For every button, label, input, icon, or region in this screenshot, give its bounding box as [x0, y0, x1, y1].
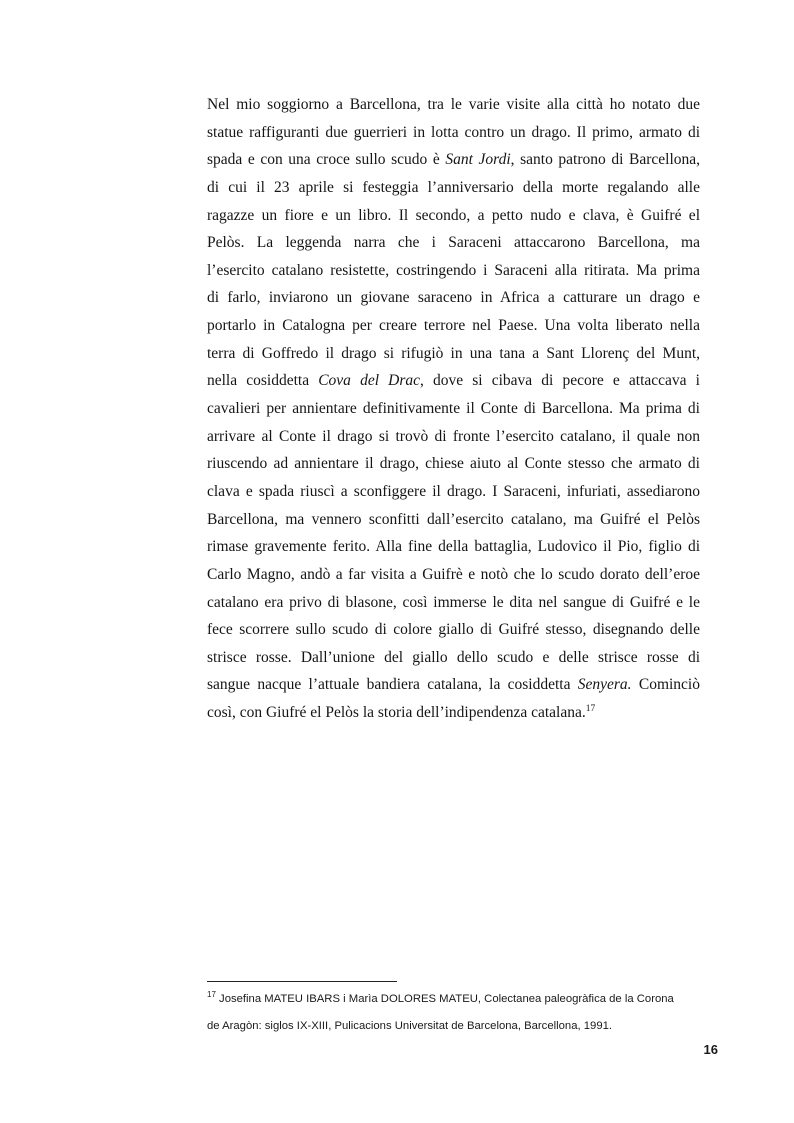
text-segment: Barcellona, ma vennero sconfitti dall’esercito catalano, ma Guifré el Pelòs — [207, 510, 700, 528]
footnote — [207, 986, 707, 1040]
text-line — [207, 533, 700, 561]
footnote-line — [207, 1013, 707, 1040]
footnote-line — [207, 986, 707, 1013]
italic-term: Sant Jordi — [445, 151, 511, 169]
text-line — [207, 340, 700, 368]
text-segment: spada e con una croce sullo scudo è — [207, 151, 446, 169]
text-segment: Pelòs. La leggenda narra che i Saraceni attaccarono Barcellona, ma — [207, 234, 700, 252]
body-text — [207, 91, 700, 727]
footnote-text: de Aragòn: siglos IX-XIII, Pulicacions Universitat de Barcelona, Barcellona, 1991. — [207, 1020, 613, 1032]
text-segment: clava e spada riuscì a sconfiggere il drago. I Saraceni, infuriati, assediarono — [207, 482, 700, 500]
page-number: 16 — [703, 1042, 718, 1057]
text-line — [207, 146, 700, 174]
text-line — [207, 174, 700, 202]
text-segment: di cui il 23 aprile si festeggia l’anniversario della morte regalando alle — [207, 178, 700, 196]
text-line — [207, 257, 700, 285]
text-line — [207, 478, 700, 506]
text-line — [207, 644, 700, 672]
text-segment: di farlo, inviarono un giovane saraceno in Africa a catturare un drago e — [207, 289, 700, 307]
text-line — [207, 589, 700, 617]
text-line — [207, 367, 700, 395]
text-segment: , dove si cibava di pecore e attaccava i — [419, 372, 700, 390]
italic-term: Cova del Drac — [318, 372, 420, 390]
text-line — [207, 506, 700, 534]
footnote-separator — [207, 981, 397, 982]
text-segment: catalano era privo di blasone, così immerse le dita nel sangue di Guifré e le — [207, 593, 700, 611]
text-segment: così, con Giufré el Pelòs la storia dell’indipendenza catalana. — [207, 704, 586, 722]
text-segment: terra di Goffredo il drago si rifugiò in una tana a Sant Llorenç del Munt, — [207, 344, 700, 362]
text-segment: l’esercito catalano resistette, costringendo i Saraceni alla ritirata. Ma prima — [207, 261, 700, 279]
footnote-number: 17 — [207, 990, 216, 999]
footnote-reference: 17 — [585, 704, 596, 715]
text-line — [207, 395, 700, 423]
text-segment: strisce rosse. Dall’unione del giallo dello scudo e delle strisce rosse di — [207, 648, 700, 666]
text-segment: arrivare al Conte il drago si trovò di fronte l’esercito catalano, il quale non — [207, 427, 700, 445]
text-line — [207, 202, 700, 230]
text-segment: ragazze un fiore e un libro. Il secondo, a petto nudo e clava, è Guifré el — [207, 206, 700, 224]
text-segment: fece scorrere sullo scudo di colore giallo di Guifré stesso, disegnando delle — [207, 621, 700, 639]
text-segment: statue raffiguranti due guerrieri in lotta contro un drago. Il primo, armato di — [207, 123, 700, 141]
text-line — [207, 423, 700, 451]
text-line — [207, 450, 700, 478]
text-line — [207, 312, 700, 340]
text-line — [207, 284, 700, 312]
text-segment: Nel mio soggiorno a Barcellona, tra le varie visite alla città ho notato due — [207, 96, 700, 113]
text-segment: sangue nacque l’attuale bandiera catalana, la cosiddetta — [207, 676, 578, 694]
italic-term: Senyera. — [577, 676, 632, 694]
text-segment: riuscendo ad annientare il drago, chiese aiuto al Conte stesso che armato di — [207, 455, 700, 473]
text-segment: Carlo Magno, andò a far visita a Guifrè e notò che lo scudo dorato dell’eroe — [207, 565, 700, 583]
text-line — [207, 616, 700, 644]
text-segment: Cominciò — [631, 676, 700, 694]
text-segment: rimase gravemente ferito. Alla fine della battaglia, Ludovico il Pio, figlio di — [207, 538, 700, 556]
text-line — [207, 561, 700, 589]
text-line — [207, 229, 700, 257]
text-segment: portarlo in Catalogna per creare terrore nel Paese. Una volta liberato nella — [207, 317, 700, 335]
text-line — [207, 671, 700, 699]
text-line — [207, 699, 700, 727]
text-segment: nella cosiddetta — [207, 372, 319, 390]
text-segment: , santo patrono di Barcellona, — [510, 151, 700, 169]
text-segment: cavalieri per annientare definitivamente il Conte di Barcellona. Ma prima di — [207, 400, 700, 418]
footnote-text: Josefina MATEU IBARS i Marìa DOLORES MATEU, Colectanea paleogràfica de la Corona — [219, 993, 674, 1005]
text-line — [207, 119, 700, 147]
text-line — [207, 91, 700, 119]
